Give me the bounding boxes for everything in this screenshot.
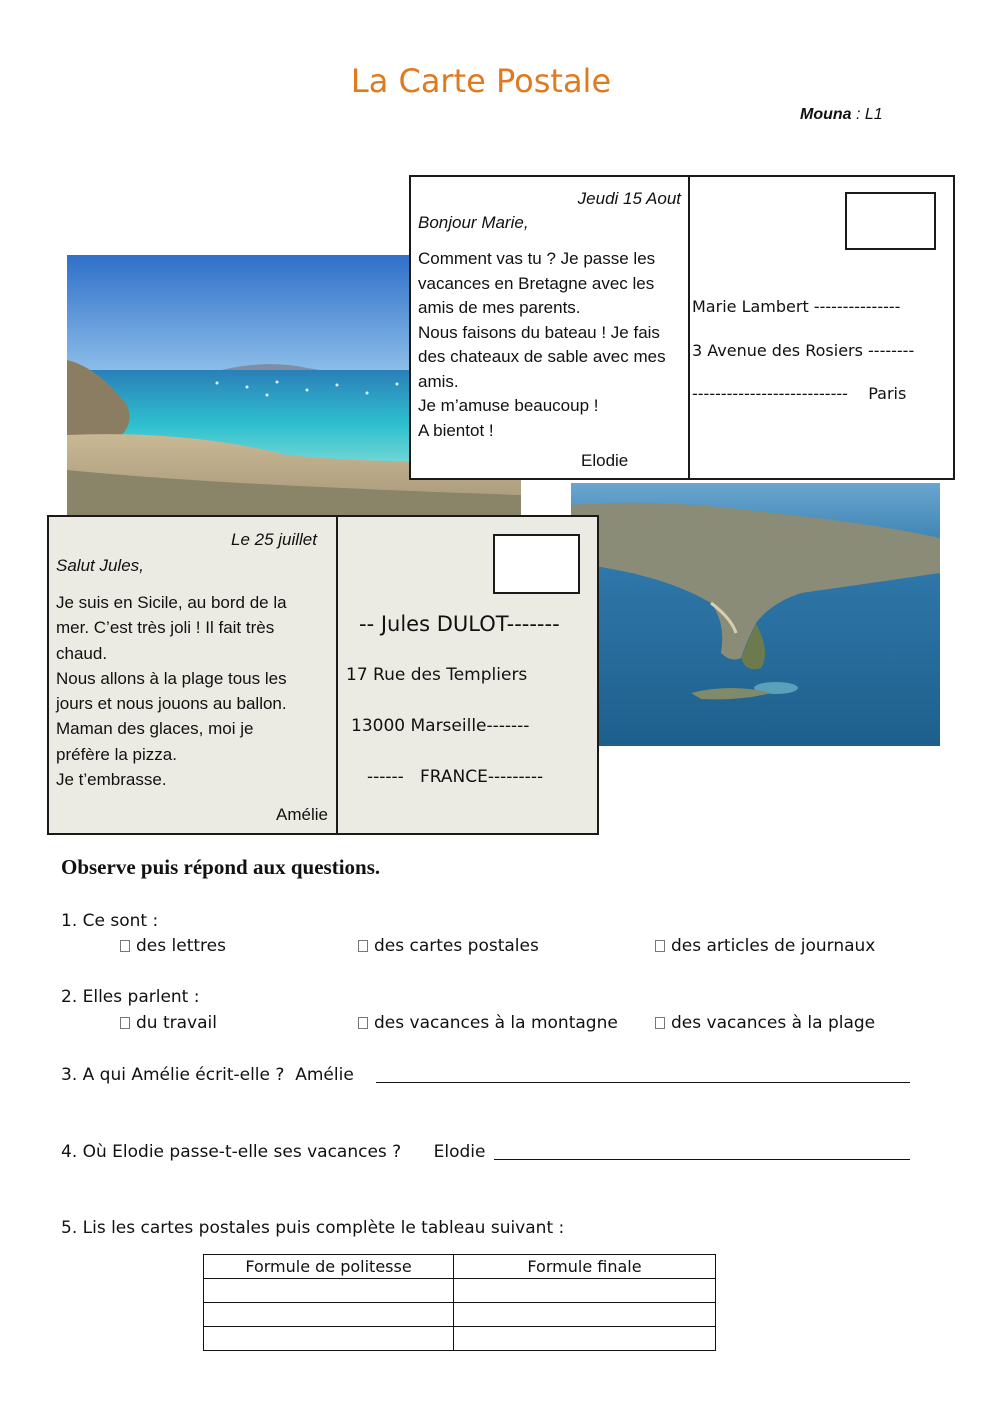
postcard-divider xyxy=(688,177,690,478)
table-cell[interactable] xyxy=(204,1279,454,1303)
message-line: A bientot ! xyxy=(418,420,494,440)
answer-line-q4[interactable] xyxy=(494,1159,910,1160)
table-row xyxy=(204,1303,716,1327)
answer-table xyxy=(203,1254,716,1351)
instruction-heading: Observe puis répond aux questions. xyxy=(61,855,381,879)
address-line: -- Jules DULOT------- xyxy=(359,612,560,636)
postcard-date: Jeudi 15 Aout xyxy=(577,189,681,208)
postcard-signature: Elodie xyxy=(581,451,629,470)
message-line: vacances en Bretagne avec les xyxy=(418,273,655,293)
message-line: amis. xyxy=(418,371,459,391)
checkbox[interactable] xyxy=(358,1017,368,1029)
postcard-divider xyxy=(336,517,338,833)
q2-option-2[interactable] xyxy=(358,1013,618,1033)
postcard-elodie xyxy=(409,175,955,480)
address-line: Marie Lambert --------------- xyxy=(692,297,901,316)
table-cell[interactable] xyxy=(204,1303,454,1327)
table-row xyxy=(204,1279,716,1303)
message-line: Nous allons à la plage tous les xyxy=(56,668,287,688)
table-cell[interactable] xyxy=(454,1303,716,1327)
table-header: Formule de politesse xyxy=(204,1255,454,1279)
author-label xyxy=(800,106,883,124)
message-line: jours et nous jouons au ballon. xyxy=(56,694,287,714)
checkbox[interactable] xyxy=(358,940,368,952)
stamp-box xyxy=(845,192,936,250)
message-line: Maman des glaces, moi je xyxy=(56,719,254,739)
address-line: 3 Avenue des Rosiers -------- xyxy=(692,341,915,360)
option-label: des vacances à la montagne xyxy=(374,1013,618,1033)
address-line: ------ FRANCE--------- xyxy=(367,767,544,787)
answer-line-q3[interactable] xyxy=(376,1082,910,1083)
table-header-row xyxy=(204,1255,716,1279)
option-label: des articles de journaux xyxy=(671,936,876,956)
question-1: 1. Ce sont : xyxy=(61,911,159,931)
q2-option-1[interactable] xyxy=(120,1013,217,1033)
message-line: Je m’amuse beaucoup ! xyxy=(418,396,599,415)
option-label: des vacances à la plage xyxy=(671,1013,876,1033)
checkbox[interactable] xyxy=(120,940,130,952)
message-line: amis de mes parents. xyxy=(418,298,581,317)
author-name: Mouna xyxy=(800,106,852,123)
stamp-box xyxy=(493,534,580,594)
postcard-date: Le 25 juillet xyxy=(230,530,317,549)
postcard-message xyxy=(56,590,331,792)
question-4: 4. Où Elodie passe-t-elle ses vacances ? Elodie xyxy=(61,1142,486,1162)
question-3: 3. A qui Amélie écrit-elle ? Amélie xyxy=(61,1065,354,1085)
q1-option-3[interactable] xyxy=(655,936,875,956)
postcard-amelie xyxy=(47,515,599,835)
postcard-greeting: Bonjour Marie, xyxy=(418,213,529,232)
page-title: La Carte Postale xyxy=(350,62,612,100)
message-line: mer. C’est très joli ! Il fait très xyxy=(56,618,275,638)
table-cell[interactable] xyxy=(454,1327,716,1351)
message-line: Je t’embrasse. xyxy=(56,770,167,790)
author-level: : L1 xyxy=(851,106,883,123)
checkbox[interactable] xyxy=(655,940,665,952)
message-line: Je suis en Sicile, au bord de la xyxy=(56,593,287,612)
q2-option-3[interactable] xyxy=(655,1013,875,1033)
question-2: 2. Elles parlent : xyxy=(61,987,200,1007)
checkbox[interactable] xyxy=(120,1017,130,1029)
option-label: du travail xyxy=(136,1013,217,1033)
message-line: Comment vas tu ? Je passe les xyxy=(418,249,656,268)
question-5: 5. Lis les cartes postales puis complète le tableau suivant : xyxy=(61,1218,565,1238)
postcard-signature: Amélie xyxy=(276,805,328,824)
checkbox[interactable] xyxy=(655,1017,665,1029)
bretagne-peninsula-photo xyxy=(571,483,940,746)
table-row xyxy=(204,1327,716,1351)
q1-option-1[interactable] xyxy=(120,936,226,956)
postcard-greeting: Salut Jules, xyxy=(56,556,144,575)
table-cell[interactable] xyxy=(454,1279,716,1303)
address-line: --------------------------- Paris xyxy=(692,384,907,403)
message-line: préfère la pizza. xyxy=(56,744,177,764)
message-line: chaud. xyxy=(56,643,108,663)
table-cell[interactable] xyxy=(204,1327,454,1351)
address-line: 17 Rue des Templiers xyxy=(346,665,528,685)
message-line: des chateaux de sable avec mes xyxy=(418,347,666,366)
postcard-message xyxy=(418,247,683,443)
address-line: 13000 Marseille------- xyxy=(351,716,530,736)
option-label: des cartes postales xyxy=(374,936,539,956)
message-line: Nous faisons du bateau ! Je fais xyxy=(418,322,660,342)
table-header: Formule finale xyxy=(454,1255,716,1279)
q1-option-2[interactable] xyxy=(358,936,539,956)
option-label: des lettres xyxy=(136,936,226,956)
